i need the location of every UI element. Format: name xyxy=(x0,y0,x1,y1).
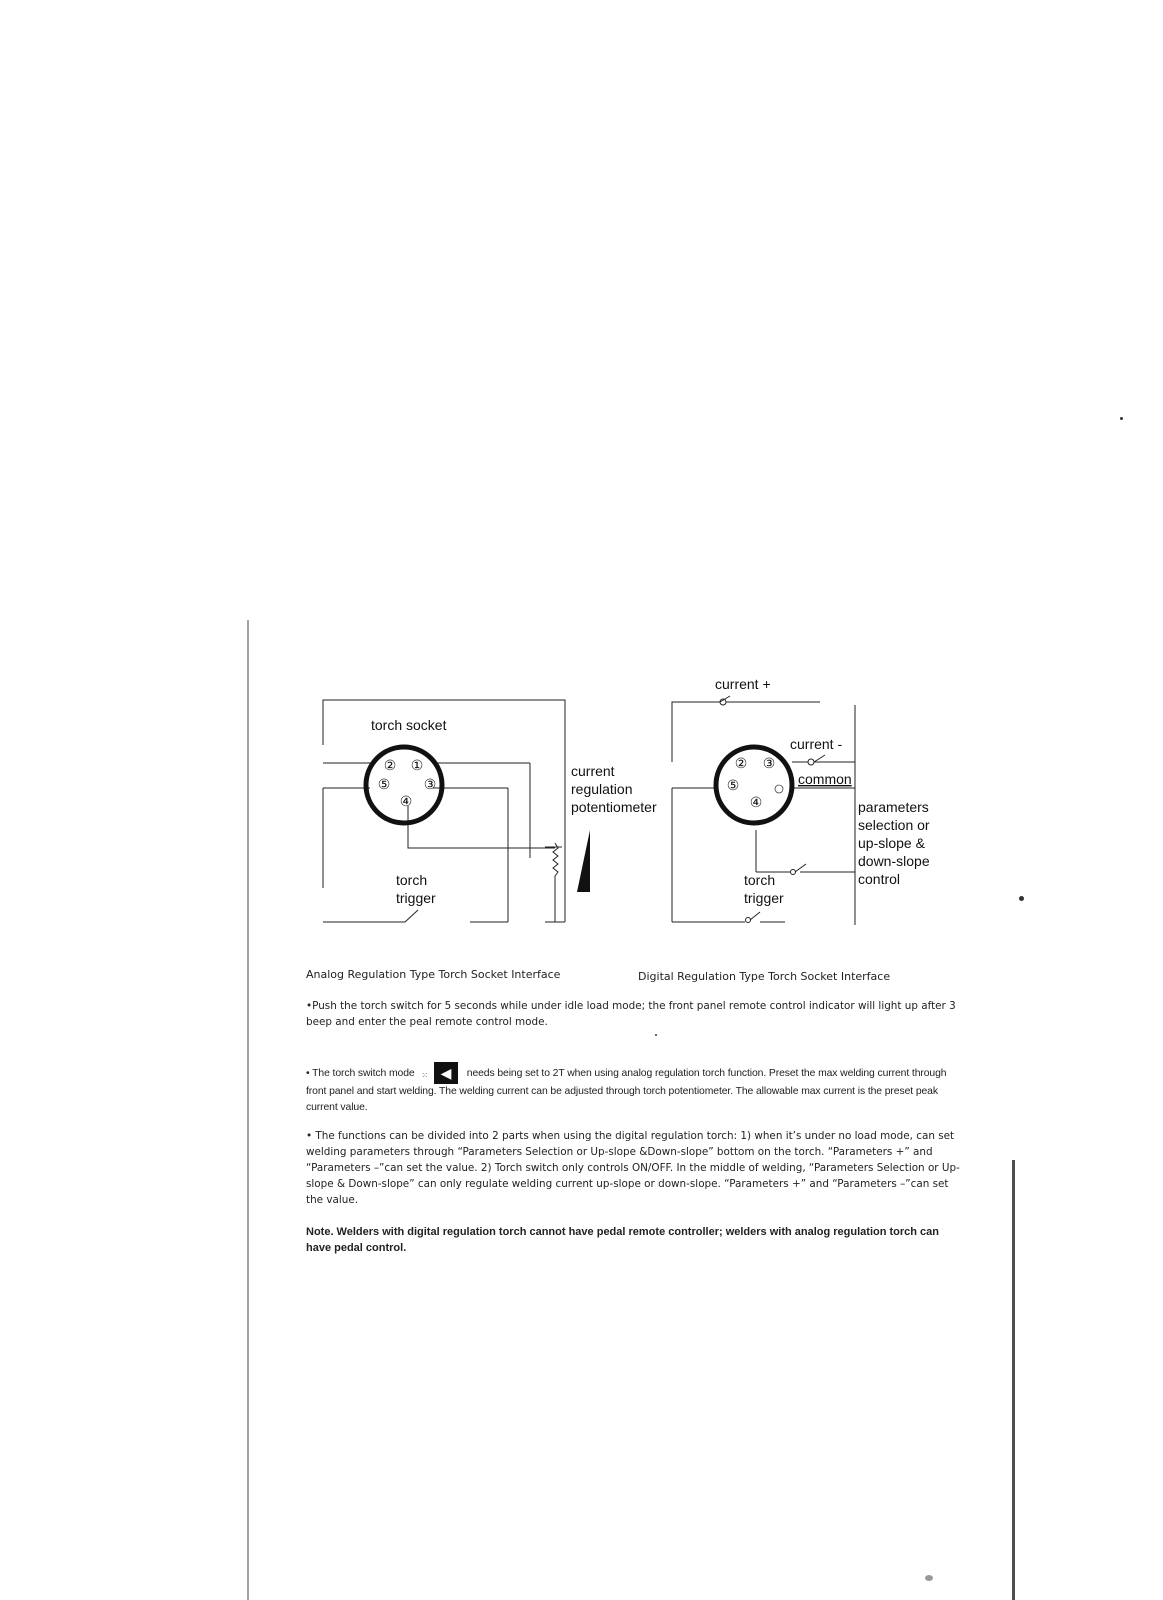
analog-pin-label: ④ xyxy=(399,793,413,809)
torch-switch-mode-icon xyxy=(421,1062,458,1084)
current-minus-label: current - xyxy=(790,736,843,752)
digital-pin-label: ④ xyxy=(749,794,763,810)
analog-pin-label: ③ xyxy=(423,776,437,792)
control-label-line: control xyxy=(858,871,901,887)
analog-diagram xyxy=(323,700,565,922)
potentiometer-label-line: current xyxy=(571,763,615,779)
potentiometer-label-line: regulation xyxy=(571,781,633,797)
current-plus-label: current + xyxy=(715,676,771,692)
analog-pin-label: ⑤ xyxy=(377,776,391,792)
analog-trigger-label-line: torch xyxy=(396,872,428,888)
analog-trigger-label-line: trigger xyxy=(396,890,436,906)
left-arrow-icon: ◀ xyxy=(434,1062,458,1084)
digital-pin-label: ⑤ xyxy=(726,777,740,793)
digital-pin-label: ③ xyxy=(762,755,776,771)
digital-trigger-label-line: trigger xyxy=(744,890,784,906)
switch-mode-prefix: • The torch switch mode xyxy=(306,1068,415,1079)
analog-pin-label: ① xyxy=(410,757,424,773)
control-label-line: parameters xyxy=(858,799,929,815)
digital-caption: Digital Regulation Type Torch Socket Interface xyxy=(638,970,891,983)
analog-caption: Analog Regulation Type Torch Socket Interface xyxy=(306,968,561,981)
scan-speck xyxy=(925,1575,933,1581)
switch-mode-suffix: needs being set to 2T when using analog regulation torch function. Preset the max welding current through front panel and start welding. The welding current can be adjusted through torch potentiometer. The allowable max current is the preset peak current value. xyxy=(306,1068,947,1113)
scan-speck xyxy=(655,1034,657,1036)
switch-mode-paragraph xyxy=(306,1062,962,1116)
potentiometer-label-line: potentiometer xyxy=(571,799,657,815)
remote-mode-paragraph: •Push the torch switch for 5 seconds while under idle load mode; the front panel remote control indicator will light up after 3 beep and enter the peal remote control mode. xyxy=(306,1000,956,1028)
control-label-line: down-slope xyxy=(858,853,930,869)
common-label: common xyxy=(798,771,852,787)
digital-trigger-label-line: torch xyxy=(744,872,776,888)
digital-functions-paragraph: • The functions can be divided into 2 parts when using the digital regulation torch: 1) when it’s under no load mode, can set welding parameters through “Parameters Selection or Up-slope &Down-slope” bottom on the torch. “Parameters +” and “Parameters –”can set the value. 2) Torch switch only controls ON/OFF. In the middle of welding, “Parameters Selection or Up-slope & Down-slope” can only regulate welding current up-slope or down-slope. “Parameters +” and “Parameters –”can set the value. xyxy=(306,1130,960,1206)
note-paragraph: Note. Welders with digital regulation torch cannot have pedal remote controller; welders with analog regulation torch can have pedal control. xyxy=(306,1226,940,1254)
digital-pin-label: ② xyxy=(734,755,748,771)
mode-dots-icon: ⁙ xyxy=(421,1071,428,1080)
control-label-line: up-slope & xyxy=(858,835,925,851)
scan-edge-right xyxy=(1012,1160,1015,1600)
analog-socket xyxy=(366,747,442,823)
analog-socket-label: torch socket xyxy=(371,717,447,733)
analog-pin-label: ② xyxy=(383,757,397,773)
control-label-line: selection or xyxy=(858,817,930,833)
potentiometer-wedge-icon xyxy=(577,830,590,892)
digital-socket xyxy=(716,747,792,823)
digital-pin-marker xyxy=(775,785,783,793)
